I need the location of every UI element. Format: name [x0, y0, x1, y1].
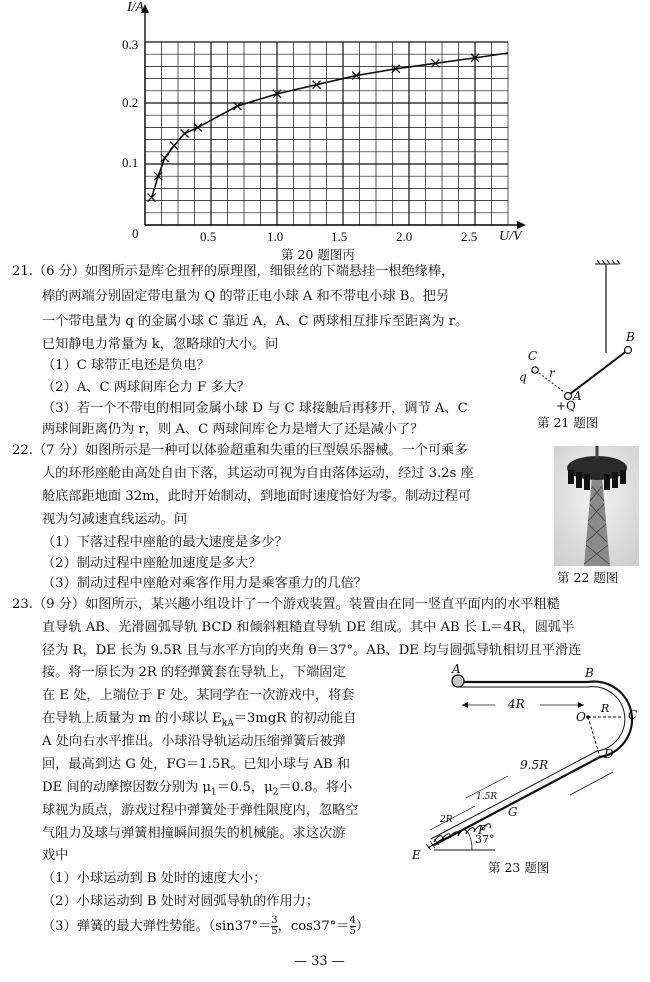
fig21-label-q-charge: +Q: [556, 399, 576, 413]
fraction-denominator: 5: [349, 926, 356, 937]
q23-line: A 处向右水平推出。小球沿导轨运动压缩弹簧后被弹: [42, 734, 346, 749]
q23-line: 接。将一原长为 2R 的轻弹簧套在导轨上，下端固定: [42, 665, 346, 680]
x-tick-label: 2.5: [461, 229, 478, 244]
q21-line: 一个带电量为 q 的金属小球 C 靠近 A，A、C 两球相互排斥至距离为 r。: [42, 314, 469, 329]
figure-23-track-diagram: [400, 660, 650, 880]
q22-line: 视为匀减速直线运动。问: [42, 512, 188, 527]
fig23-label-a: A: [452, 662, 461, 676]
origin-label: 0: [132, 226, 139, 241]
figure-23-caption: 第 23 题图: [488, 860, 550, 875]
fig23-label-g: G: [508, 805, 518, 819]
q23-line: 23.（9 分）如图所示，某兴趣小组设计了一个游戏装置。装置由在同一竖直平面内的水平粗糙: [12, 597, 560, 612]
q21-subquestion: （3）若一个不带电的相同金属小球 D 与 C 球接触后再移开，调节 A、C: [42, 401, 468, 416]
q21-line: 两球间距离仍为 r，则 A、C 两球间库仑力是增大了还是减小了？: [42, 422, 424, 437]
chart-grid: [145, 42, 508, 225]
q23-line: [42, 709, 356, 734]
q22-line: 舱底部距地面 32m，此时开始制动，到地面时速度恰好为零。制动过程可: [42, 489, 472, 504]
q22-line: 人的环形座舱由高处自由下落，其运动可视为自由落体运动，经过 3.2s 座: [42, 466, 474, 481]
q21-subquestion: （1）C 球带正电还是负电？: [42, 358, 210, 373]
fig21-label-b: B: [626, 330, 635, 344]
x-axis-label: U/V: [499, 229, 522, 244]
q23-subscript: 2: [272, 787, 279, 798]
q23-text: ，cos37°＝: [277, 919, 350, 934]
fig23-label-f: F: [478, 823, 487, 837]
q23-line: 球视为质点，游戏过程中弹簧处于弹性限度内，忽略空: [42, 803, 359, 818]
q23-line: 气阻力及球与弹簧相撞瞬间损失的机械能。求这次游: [42, 826, 346, 841]
fig23-label-o: O: [576, 710, 586, 724]
q23-text: 在导轨上质量为 m 的小球以 E: [42, 711, 222, 726]
data-point-marker: [161, 154, 169, 162]
page-number: — 33 —: [294, 954, 345, 969]
fig21-label-q: q: [519, 370, 527, 384]
ball-b-shape: [625, 347, 632, 354]
ball-shape: [452, 675, 464, 687]
q22-subquestion: （3）制动过程中座舱对乘客作用力是乘客重力的几倍？: [42, 576, 367, 591]
fig23-length-de: 9.5R: [520, 758, 549, 772]
iv-chart-svg: [0, 0, 650, 260]
q23-line: 回，最高到达 G 处，FG＝1.5R。已知小球与 AB 和: [42, 757, 351, 772]
x-tick-label: 2.0: [396, 229, 413, 244]
q21-line: 已知静电力常量为 k，忽略球的大小。问: [42, 337, 279, 352]
fig23-label-c: C: [628, 708, 638, 722]
q21-subquestion: （2）A、C 两球间库仑力 F 多大？: [42, 380, 250, 395]
q23-line: 直导轨 AB、光滑圆弧导轨 BCD 和倾斜粗糙直导轨 DE 组成。其中 AB 长 L＝4R，圆弧半: [42, 620, 575, 635]
y-tick-label: 0.2: [122, 95, 139, 110]
data-point-marker: [181, 130, 189, 138]
q22-subquestion: （2）制动过程中座舱加速度是多大？: [42, 556, 262, 571]
x-tick-label: 0.5: [200, 229, 217, 244]
x-axis-arrow: [517, 221, 526, 229]
figure-22-drop-tower-photo: [554, 446, 639, 566]
q23-line: 径为 R，DE 长为 9.5R 且与水平方向的夹角 θ＝37°。AB、DE 均与圆弧导轨相切且平滑连: [42, 643, 582, 658]
fraction-numerator: 4: [349, 915, 356, 926]
q23-subscript: kA: [221, 718, 234, 729]
figure-21-caption: 第 21 题图: [537, 415, 599, 430]
fig21-label-r: r: [549, 366, 555, 380]
q21-line: 21.（6 分）如图所示是库仑扭秤的原理图，细银丝的下端悬挂一根绝缘棒，: [12, 264, 455, 279]
x-tick-label: 1.5: [331, 229, 348, 244]
q22-subquestion: （1）下落过程中座舱的最大速度是多少？: [42, 535, 288, 550]
fig21-label-a: A: [573, 389, 582, 403]
ball-c-shape: [532, 367, 538, 373]
y-tick-label: 0.1: [122, 155, 139, 170]
figure-22-caption: 第 22 题图: [557, 570, 619, 585]
q23-line: 在 E 处，上端位于 F 处。某同学在一次游戏中，将套: [42, 688, 355, 703]
q21-line: 棒的两端分别固定带电量为 Q 的带正电小球 A 和不带电小球 B。把另: [42, 289, 450, 304]
q23-subscript: 1: [211, 787, 217, 798]
fig23-length-fg: 1.5R: [476, 792, 498, 802]
q22-line: 22.（7 分）如图所示是一种可以体验超重和失重的巨型娱乐器械。一个可乘多: [12, 443, 468, 458]
q23-subquestion: （1）小球运动到 B 处时的速度大小；: [42, 871, 267, 886]
fig23-label-r: R: [601, 702, 610, 715]
q23-subquestion: （2）小球运动到 B 处时对圆弧导轨的作用力；: [42, 894, 320, 909]
q23-line: 戏中: [42, 848, 69, 863]
fig21-label-c: C: [528, 349, 538, 363]
y-tick-label: 0.3: [122, 37, 139, 52]
q23-text: ＝0.5，μ: [216, 780, 273, 795]
figure-21-torsion-balance: [515, 258, 640, 433]
q23-subquestion: [42, 914, 369, 940]
fig23-length-ab: 4R: [508, 697, 525, 711]
q23-text: ＝3mgR 的初动能自: [233, 711, 357, 726]
y-axis-label: I/A: [127, 0, 145, 15]
x-tick-label: 1.0: [267, 229, 284, 244]
q23-line: [42, 778, 352, 803]
fig23-label-b: B: [585, 666, 594, 680]
fig23-length-ef: 2R: [440, 815, 453, 825]
fig23-label-d: D: [604, 747, 614, 761]
fig23-angle: 37°: [475, 833, 495, 846]
chart-title: 第 20 题图丙: [281, 247, 355, 262]
q23-text: DE 间的动摩擦因数分别为 μ: [42, 780, 212, 795]
fraction-denominator: 5: [271, 926, 278, 937]
q23-text: （3）弹簧的最大弹性势能。（sin37°＝: [42, 919, 272, 934]
data-point-marker: [170, 142, 178, 150]
q23-text: ＝0.8。将小: [278, 780, 353, 795]
q23-text: ）: [355, 919, 370, 934]
fraction-numerator: 3: [271, 915, 278, 926]
fig23-label-e: E: [412, 848, 421, 862]
iv-chart: [0, 0, 650, 260]
chart-axes: [141, 4, 526, 229]
